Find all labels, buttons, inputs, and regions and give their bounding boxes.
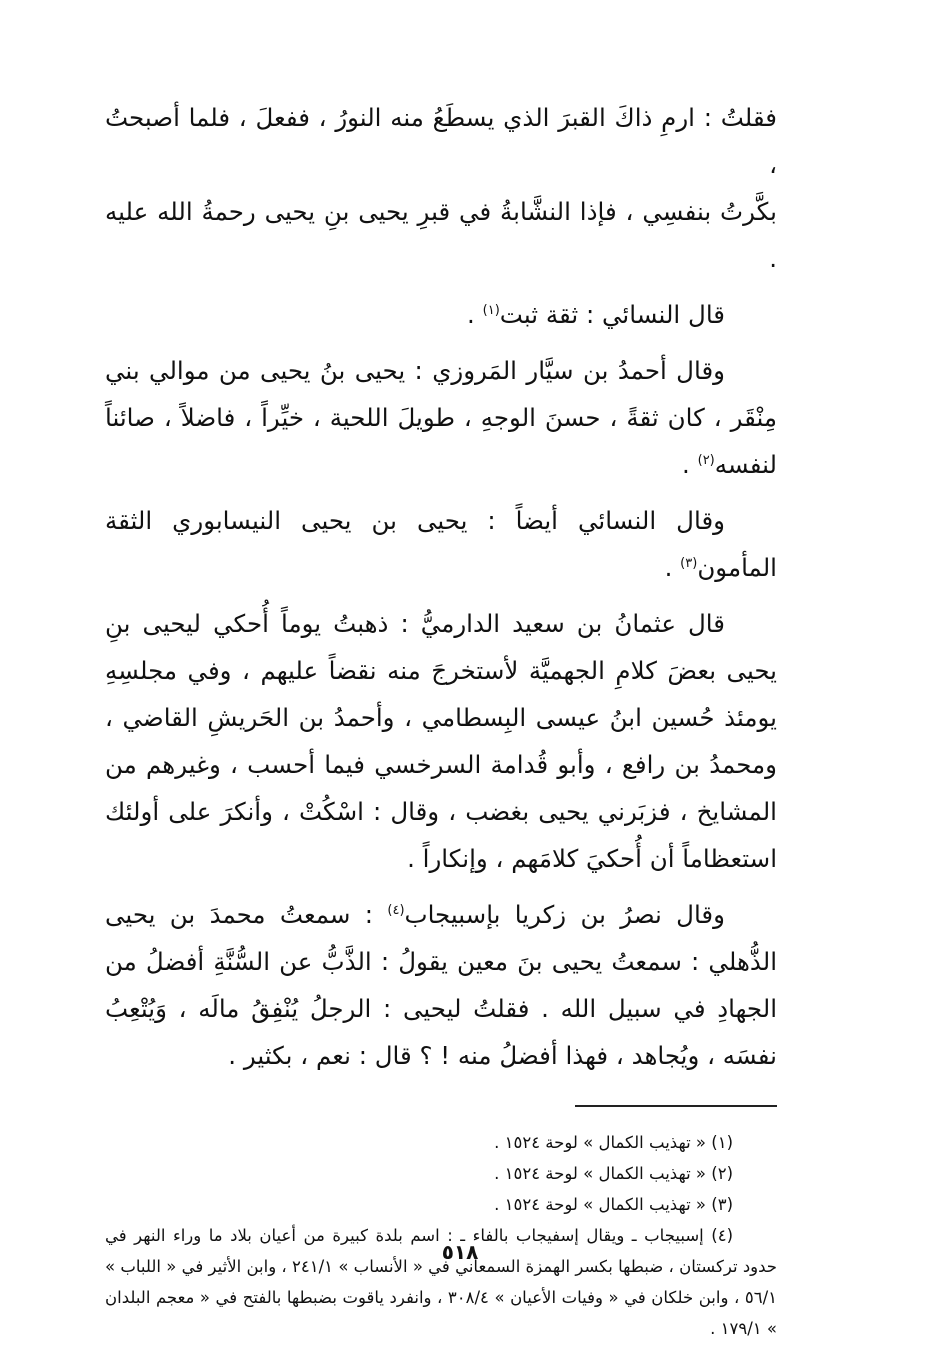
paragraph-4 xyxy=(105,497,777,591)
page-number: ٥١٨ xyxy=(441,1240,479,1264)
footnote-ref-3: (٣) xyxy=(680,555,698,571)
paragraph-5-text: قال عثمانُ بن سعيد الدارميُّ : ذهبتُ يوماً أُحكي ليحيى بنِ يحيى بعضَ كلامِ الجهميَّة لأستخرجَ منه نقضاً عليهم ، وفي مجلسِهِ يومئذ حُسين ابنُ عيسى البِسطامي ، وأحمدُ بن الحَريشِ القاضي ، ومحمدُ بن رافع ، وأبو قُدامة السرخسي فيما أحسب ، وغيرهم من المشايخ ، فزبَرني يحيى بغضب ، وقال : اسْكُتْ ، وأنكرَ على أولئك استعظاماً أن أُحكيَ كلامَهم ، وإنكاراً . xyxy=(105,609,777,873)
footnote-3: (٣) « تهذيب الكمال » لوحة ١٥٢٤ . xyxy=(494,1195,733,1214)
paragraph-6-tail: : سمعتُ محمدَ بن يحيى الذُّهلي : سمعتُ يحيى بنَ معين يقولُ : الذَّبُّ عن السُّنَّةِ أفضلُ من الجهادِ في سبيل الله . فقلتُ ليحيى : الرجلُ يُنْفِقُ مالَه ، وَيُتْعِبُ نفسَه ، ويُجاهد ، فهذا أفضلُ منه ! ؟ قال : نعم ، بكثير . xyxy=(105,900,777,1070)
paragraph-4-tail: . xyxy=(664,553,681,582)
paragraph-2 xyxy=(105,291,777,338)
document-page xyxy=(105,94,777,1354)
paragraph-1 xyxy=(105,94,777,282)
footnote-divider xyxy=(575,1105,777,1107)
paragraph-4-text: وقال النسائي أيضاً : يحيى بن يحيى النيسابوري الثقة المأمون xyxy=(105,506,777,582)
footnote-ref-4: (٤) xyxy=(387,902,405,918)
paragraph-6-text: وقال نصرُ بن زكريا بإسبيجاب xyxy=(404,900,725,929)
paragraph-3-tail: . xyxy=(682,450,698,479)
footnote-ref-1: (١) xyxy=(482,302,500,318)
paragraph-1-line-2: بكَّرتُ بنفسِي ، فإذا النشَّابةُ في قبرِ يحيى بنِ يحيى رحمةُ الله عليه . xyxy=(105,197,777,273)
footnote-2: (٢) « تهذيب الكمال » لوحة ١٥٢٤ . xyxy=(494,1164,733,1183)
paragraph-1-line-1: فقلتُ : ارمِ ذاكَ القبرَ الذي يسطَعُ منه النورُ ، ففعلَ ، فلما أصبحتُ ، xyxy=(105,103,777,179)
paragraph-6 xyxy=(105,891,777,1079)
footnote-4: (٤) إسبيجاب ـ ويقال إسفيجاب بالفاء ـ : اسم بلدة كبيرة من أعيان بلاد ما وراء النهر في حدود تركستان ، ضبطها بكسر الهمزة السمعاني في « الأنساب » ٢٤١/١ ، وابن الأثير في « اللباب » ٥٦/١ ، وابن خلكان في « وفيات الأعيان » ٣٠٨/٤ ، وانفرد ياقوت بضبطها بالفتح في « معجم البلدان » ١٧٩/١ . xyxy=(105,1226,777,1338)
paragraph-2-tail: . xyxy=(467,300,483,329)
paragraph-5 xyxy=(105,600,777,882)
footnotes xyxy=(105,1127,777,1344)
paragraph-3-text: وقال أحمدُ بن سيَّار المَروزي : يحيى بنُ يحيى من موالي بني مِنْقَر ، كان ثقةً ، حسنَ الوجهِ ، طويلَ اللحية ، خيِّراً ، فاضلاً ، صائناً لنفسه xyxy=(105,356,777,479)
main-text xyxy=(105,94,777,1079)
footnote-1: (١) « تهذيب الكمال » لوحة ١٥٢٤ . xyxy=(494,1133,733,1152)
paragraph-3 xyxy=(105,347,777,488)
paragraph-2-text: قال النسائي : ثقة ثبت xyxy=(499,300,725,329)
footnote-ref-2: (٢) xyxy=(697,452,715,468)
